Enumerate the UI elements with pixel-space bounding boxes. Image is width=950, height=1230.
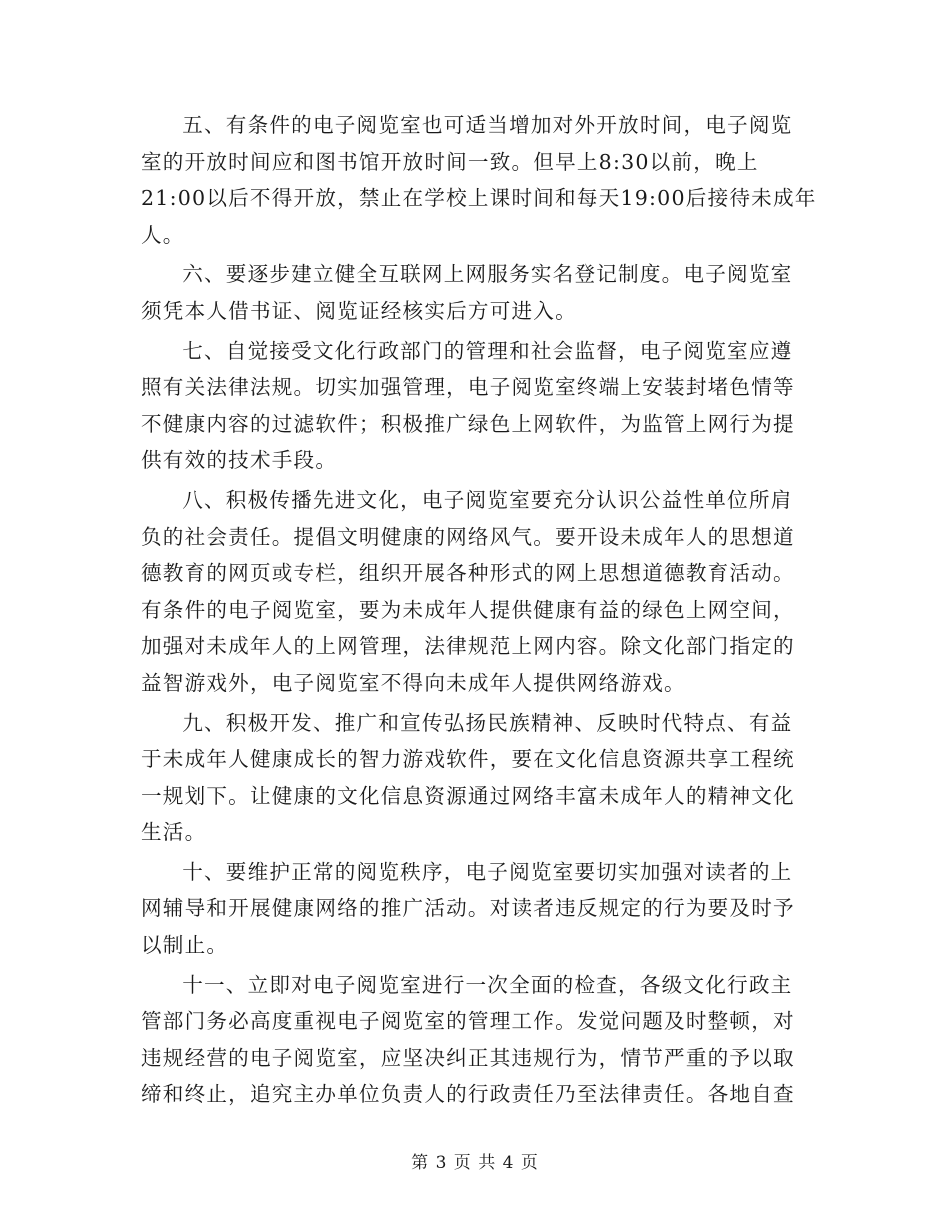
text-line: 九、积极开发、推广和宣传弘扬民族精神、反映时代特点、有益 [182, 710, 793, 735]
text-line: 益智游戏外，电子阅览室不得向未成年人提供网络游戏。 [141, 670, 686, 695]
text-line: 一规划下。让健康的文化信息资源通过网络丰富未成年人的精神文化 [141, 783, 795, 808]
text-line: 十、要维护正常的阅览秩序，电子阅览室要切实加强对读者的上 [182, 859, 793, 884]
document-body [141, 107, 817, 1116]
text-line: 六、要逐步建立健全互联网上网服务实名登记制度。电子阅览室 [182, 262, 793, 287]
text-line: 室的开放时间应和图书馆开放时间一致。但早上8:30以前，晚上 [141, 149, 759, 174]
text-line: 须凭本人借书证、阅览证经核实后方可进入。 [141, 298, 577, 323]
text-line: 缔和终止，追究主办单位负责人的行政责任乃至法律责任。各地自查 [141, 1082, 795, 1107]
paragraph-11 [141, 967, 811, 1113]
text-line: 人。 [141, 222, 185, 247]
text-line: 管部门务必高度重视电子阅览室的管理工作。发觉问题及时整顿，对 [141, 1009, 795, 1034]
text-line: 有条件的电子阅览室，要为未成年人提供健康有益的绿色上网空间， [141, 597, 795, 622]
paragraph-5 [141, 107, 817, 253]
text-line: 五、有条件的电子阅览室也可适当增加对外开放时间，电子阅览 [182, 113, 793, 137]
text-line: 不健康内容的过滤软件；积极推广绿色上网软件，为监管上网行为提 [141, 411, 795, 436]
paragraph-9 [141, 705, 811, 851]
text-line: 以制止。 [141, 933, 229, 958]
text-line: 照有关法律法规。切实加强管理，电子阅览室终端上安装封堵色情等 [141, 375, 795, 400]
paragraph-6 [141, 256, 811, 329]
text-line: 供有效的技术手段。 [141, 448, 338, 473]
text-line: 加强对未成年人的上网管理，法律规范上网内容。除文化部门指定的 [141, 634, 795, 659]
text-line: 违规经营的电子阅览室，应坚决纠正其违规行为，情节严重的予以取 [141, 1045, 795, 1070]
text-line: 网辅导和开展健康网络的推广活动。对读者违反规定的行为要及时予 [141, 896, 795, 921]
text-line: 负的社会责任。提倡文明健康的网络风气。要开设未成年人的思想道 [141, 524, 795, 549]
page-number-footer: 第 3 页 共 4 页 [411, 1153, 539, 1173]
text-line: 于未成年人健康成长的智力游戏软件，要在文化信息资源共享工程统 [141, 747, 795, 772]
text-line: 十一、立即对电子阅览室进行一次全面的检查，各级文化行政主 [182, 972, 793, 997]
text-line: 七、自觉接受文化行政部门的管理和社会监督，电子阅览室应遵 [182, 338, 793, 363]
text-line: 21:00以后不得开放，禁止在学校上课时间和每天19:00后接待未成年 [141, 186, 817, 211]
text-line: 德教育的网页或专栏，组织开展各种形式的网上思想道德教育活动。 [141, 561, 795, 586]
text-line: 生活。 [141, 820, 207, 845]
paragraph-7 [141, 333, 811, 479]
text-line: 八、积极传播先进文化，电子阅览室要充分认识公益性单位所肩 [182, 487, 793, 512]
paragraph-10 [141, 854, 811, 964]
paragraph-8 [141, 482, 811, 702]
